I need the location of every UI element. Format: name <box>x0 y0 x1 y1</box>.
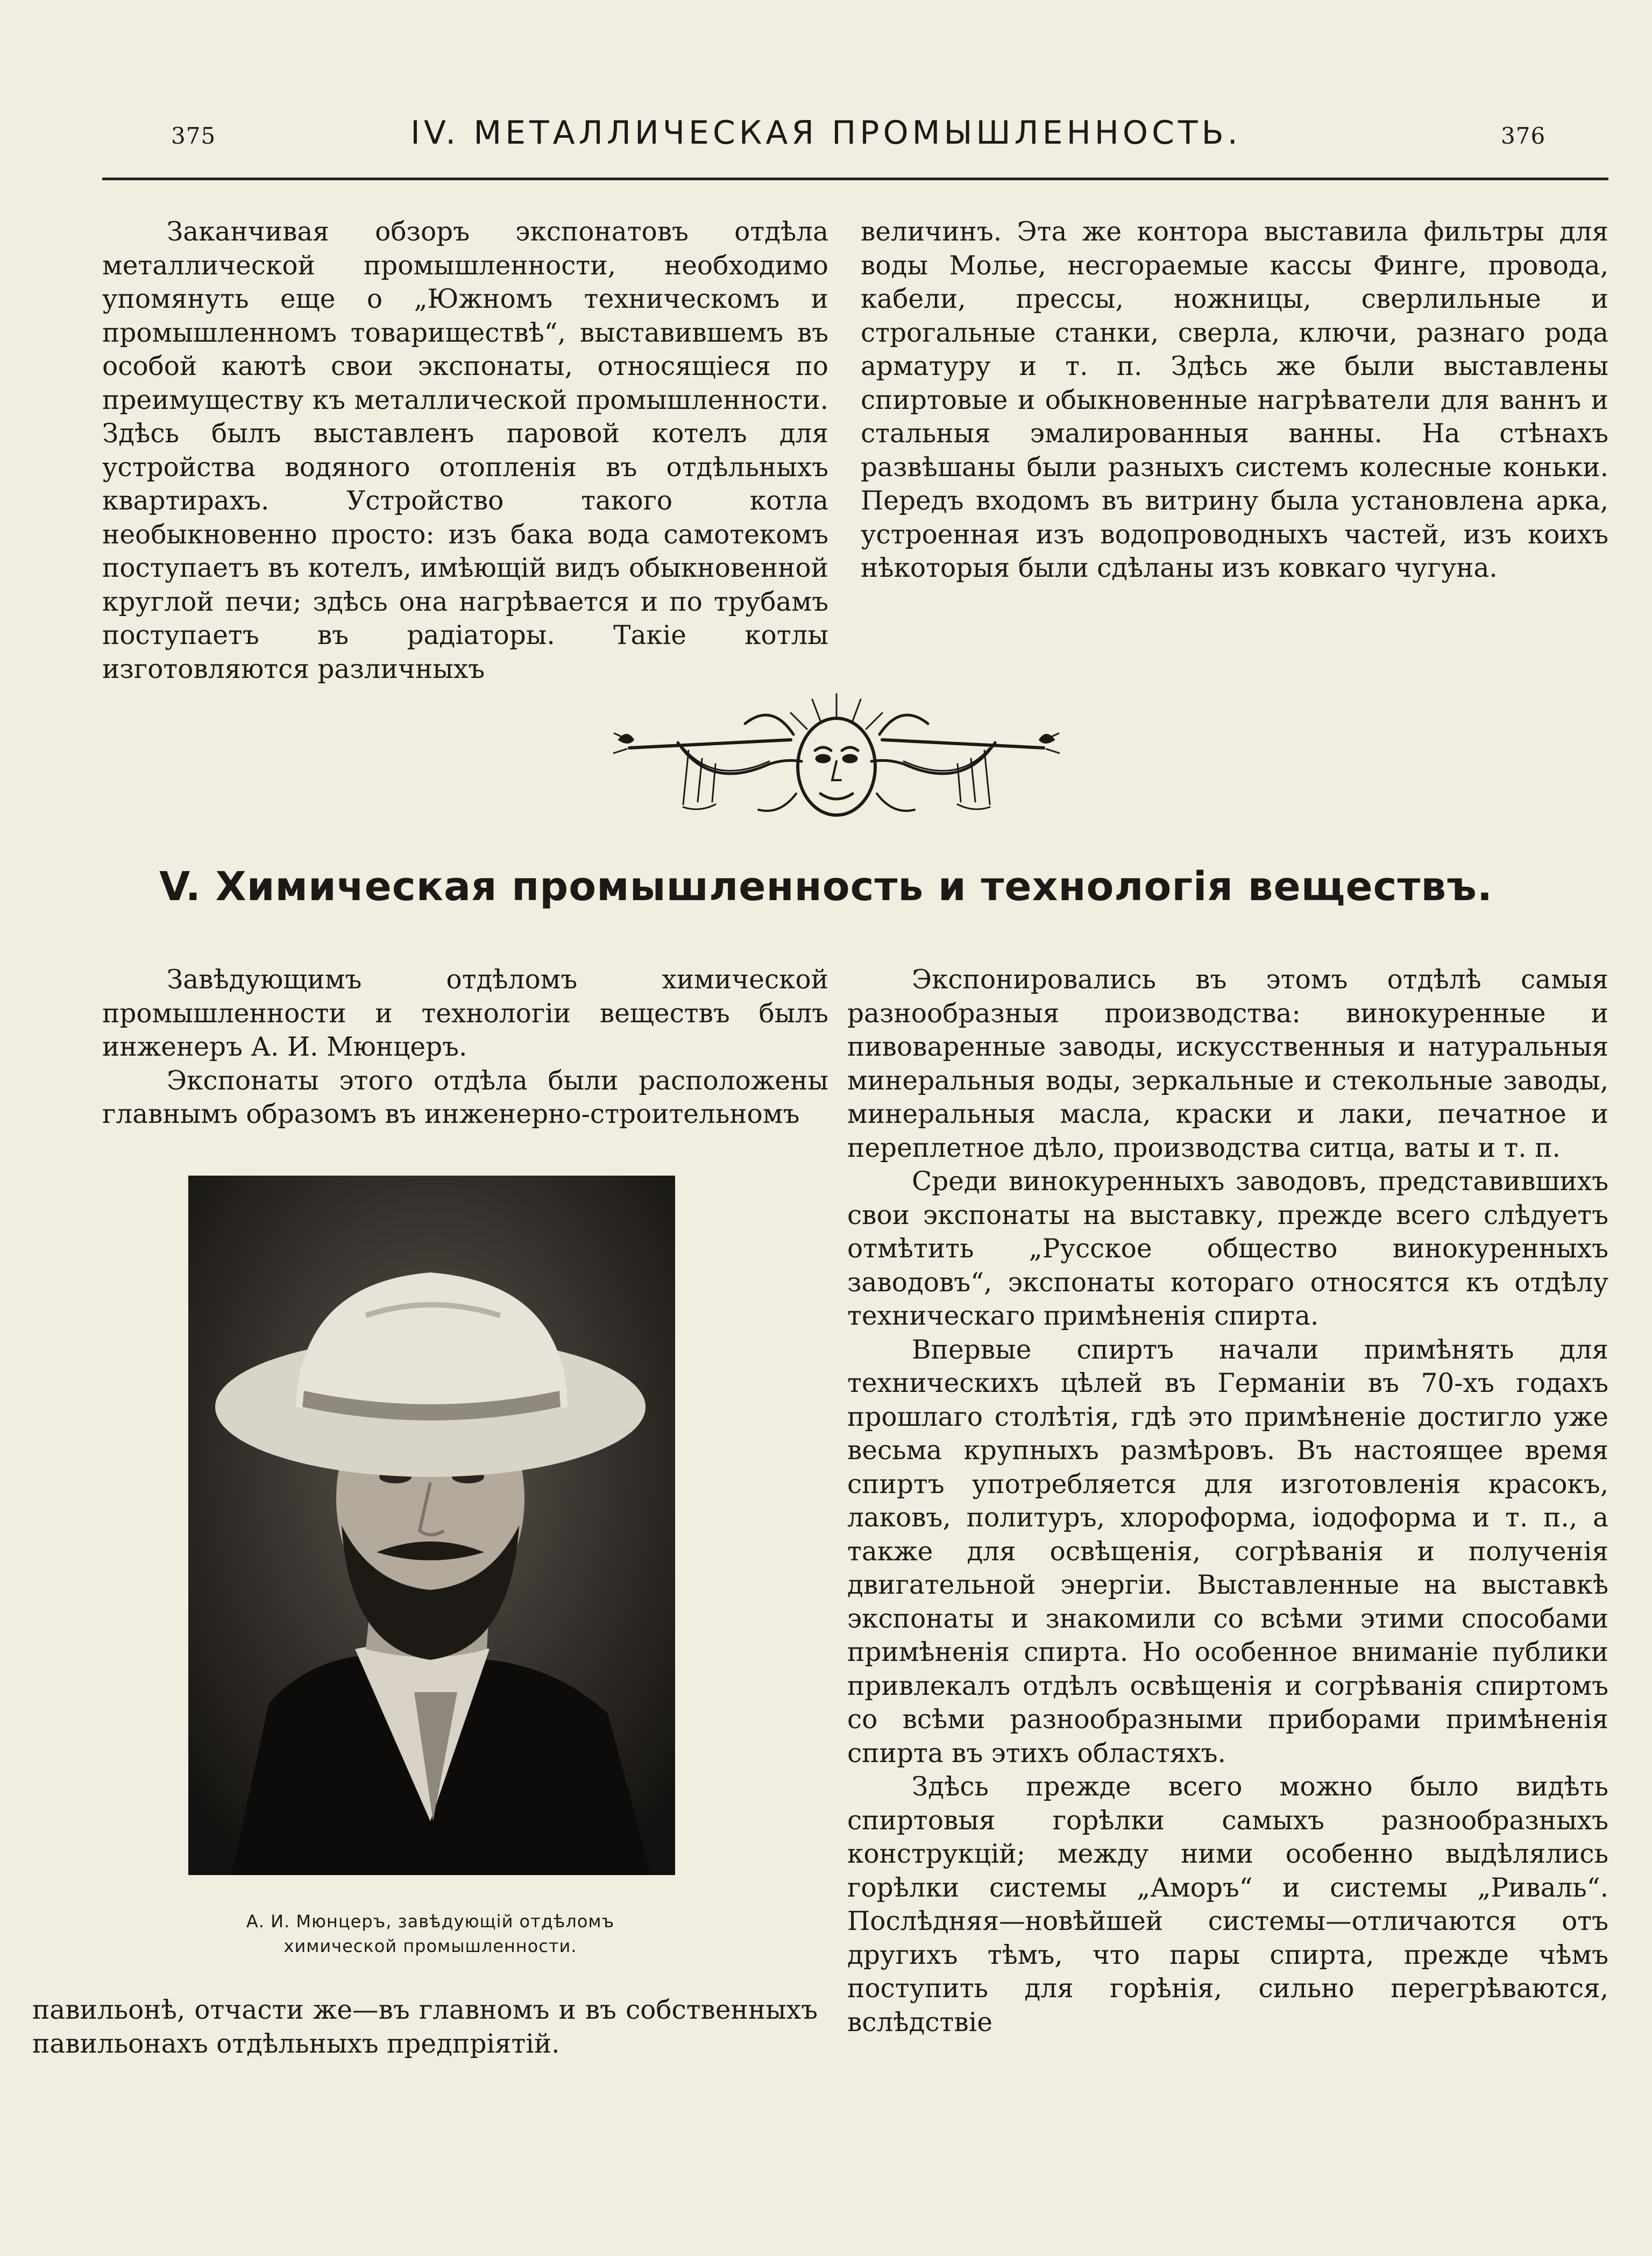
decorative-mask-ornament <box>613 686 1060 847</box>
top-right-column <box>861 215 1608 585</box>
section-title: V. Химическая промышленность и технологія веществъ. <box>159 864 1493 910</box>
photo-caption <box>161 1909 699 1958</box>
paragraph: Завѣдующимъ отдѣломъ химической промышленности и технологіи веществъ былъ инженеръ А. И. Мюнцеръ. <box>102 965 828 1062</box>
right-page-number: 376 <box>1501 123 1546 149</box>
bottom-left-continuation <box>32 1993 818 2061</box>
caption-line: химической промышленности. <box>283 1936 577 1956</box>
paragraph: Среди винокуренныхъ заводовъ, представившихъ свои экспонаты на выставку, прежде всего слѣдуетъ отмѣтить „Русское общество винокуренныхъ заводовъ“, экспонаты котораго относятся къ отдѣлу техническаго примѣненія спирта. <box>847 1166 1608 1331</box>
caption-line: А. И. Мюнцеръ, завѣдующій отдѣломъ <box>246 1911 615 1932</box>
paragraph: Экспонировались въ этомъ отдѣлѣ самыя разнообразныя производства: винокуренные и пивоваренные заводы, искусственныя и натуральныя минеральныя воды, зеркальные и стекольные заводы, минеральныя масла, краски и лаки, печатное и переплетное дѣло, производства ситца, ваты и т. п. <box>847 965 1608 1163</box>
top-left-column <box>102 215 828 686</box>
bottom-left-column <box>102 963 828 1131</box>
paragraph: павильонѣ, отчасти же—въ главномъ и въ собственныхъ павильонахъ отдѣльныхъ предпріятій. <box>32 1995 818 2059</box>
paragraph: Заканчивая обзоръ экспонатовъ отдѣла металлической промышленности, необходимо упомянуть еще о „Южномъ техническомъ и промышленномъ товариществѣ“, выставившемъ въ особой каютѣ свои экспонаты, относящіеся по преимуществу къ металлической промышленности. Здѣсь былъ выставленъ паровой котелъ для устройства водяного отопленія въ отдѣльныхъ квартирахъ. Устройство такого котла необыкновенно просто: изъ бака вода самотекомъ поступаетъ въ котелъ, имѣющій видъ обыкновенной круглой печи; здѣсь она нагрѣвается и по трубамъ поступаетъ въ радіаторы. Такіе котлы изготовляются различныхъ <box>102 217 828 684</box>
header-rule <box>102 178 1608 180</box>
paragraph: Экспонаты этого отдѣла были расположены главнымъ образомъ въ инженерно-строительномъ <box>102 1065 828 1129</box>
running-header-title: IV. МЕТАЛЛИЧЕСКАЯ ПРОМЫШЛЕННОСТЬ. <box>410 114 1242 152</box>
paragraph: Впервые спиртъ начали примѣнять для техническихъ цѣлей въ Германіи въ 70-хъ годахъ прошлаго столѣтія, гдѣ это примѣненіе достигло уже весьма крупныхъ размѣровъ. Въ настоящее время спиртъ употребляется для изготовленія красокъ, лаковъ, политуръ, хлороформа, іодоформа и т. п., а также для освѣщенія, согрѣванія и полученія двигательной энергіи. Выставленные на выставкѣ экспонаты и знакомили со всѣми этими способами примѣненія спирта. Но особенное вниманіе публики привлекалъ отдѣлъ освѣщенія и согрѣванія спиртомъ со всѣми разнообразными приборами примѣненія спирта въ этихъ областяхъ. <box>847 1334 1608 1769</box>
paragraph: величинъ. Эта же контора выставила фильтры для воды Молье, несгораемые кассы Финге, провода, кабели, прессы, ножницы, сверлильные и строгальные станки, сверла, ключи, разнаго рода арматуру и т. п. Здѣсь же были выставлены спиртовые и обыкновенные нагрѣватели для ваннъ и стальныя эмалированныя ванны. На стѣнахъ развѣшаны были разныхъ системъ колесные коньки. Передъ входомъ въ витрину была установлена арка, устроенная изъ водопроводныхъ частей, изъ коихъ нѣкоторыя были сдѣланы изъ ковкаго чугуна. <box>861 217 1608 583</box>
bottom-right-column <box>847 963 1608 2039</box>
left-page-number: 375 <box>171 123 216 149</box>
paragraph: Здѣсь прежде всего можно было видѣть спиртовыя горѣлки самыхъ разнообразныхъ конструкцій; между ними особенно выдѣлялись горѣлки системы „Аморъ“ и системы „Риваль“. Послѣдняя—новѣйшей системы—отличаются отъ другихъ тѣмъ, что пары спирта, прежде чѣмъ поступить для горѣнія, сильно перегрѣваются, вслѣдствіе <box>847 1772 1608 2038</box>
portrait-photo <box>188 1176 675 1875</box>
